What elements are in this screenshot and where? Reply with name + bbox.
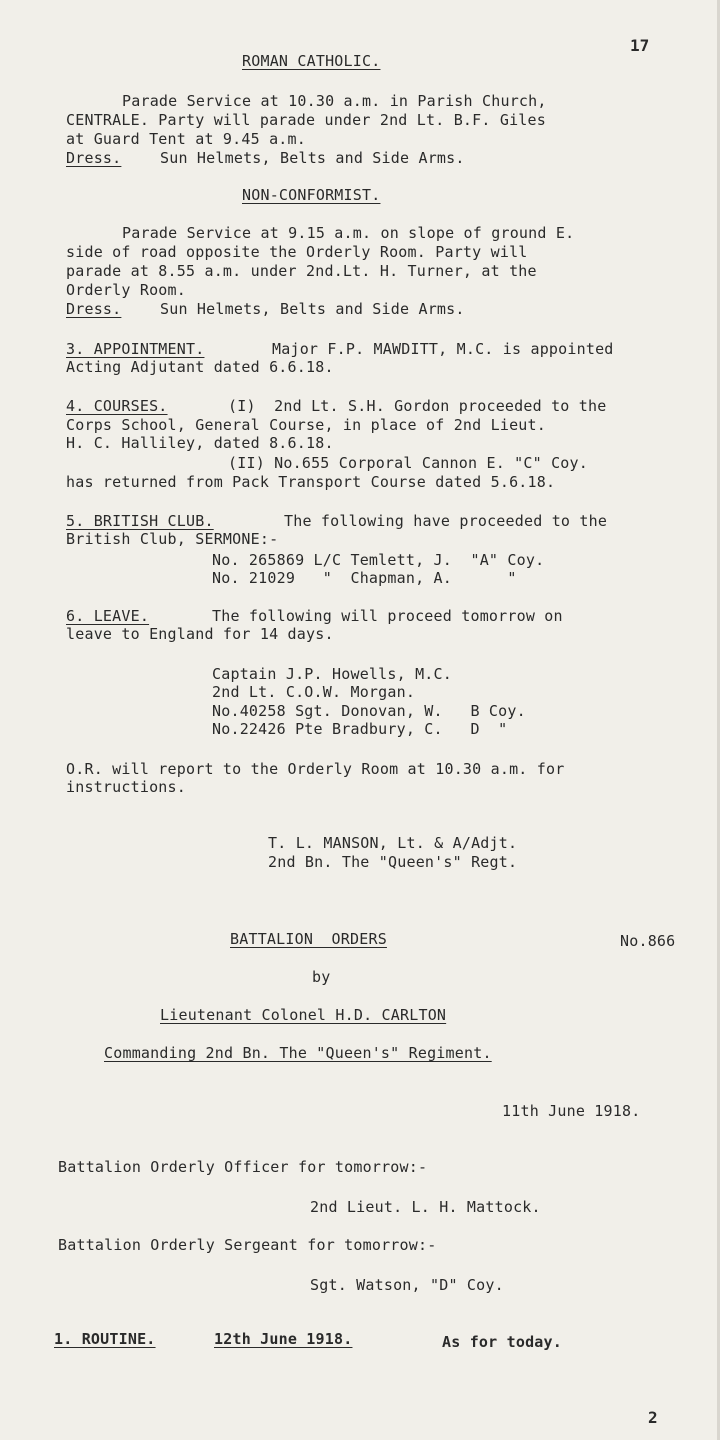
non-conformist-heading: NON-CONFORMIST.: [242, 186, 381, 204]
appointment-heading: 3. APPOINTMENT.: [66, 340, 205, 358]
courses-line-3: H. C. Halliley, dated 8.6.18.: [66, 434, 334, 452]
british-club-entry-2: No. 21029 " Chapman, A. ": [212, 569, 517, 587]
battalion-orders-title: BATTALION ORDERS: [230, 930, 387, 948]
rc-dress-text: Sun Helmets, Belts and Side Arms.: [160, 149, 465, 167]
orders-by: by: [312, 968, 331, 986]
routine-heading: 1. ROUTINE.: [54, 1330, 156, 1348]
orders-number: No.866: [620, 932, 676, 950]
appointment-line-2: Acting Adjutant dated 6.6.18.: [66, 358, 334, 376]
orders-commander: Lieutenant Colonel H.D. CARLTON: [160, 1006, 447, 1024]
rc-line-3: at Guard Tent at 9.45 a.m.: [66, 130, 306, 148]
nc-line-2: side of road opposite the Orderly Room. Party will: [66, 243, 528, 261]
nc-line-3: parade at 8.55 a.m. under 2nd.Lt. H. Turner, at the: [66, 262, 537, 280]
nc-line-1: Parade Service at 9.15 a.m. on slope of ground E.: [122, 224, 575, 242]
courses-line-4: (II) No.655 Corporal Cannon E. "C" Coy.: [228, 454, 588, 472]
page-number-bottom: 2: [648, 1408, 658, 1427]
orderly-officer-name: 2nd Lieut. L. H. Mattock.: [310, 1198, 541, 1216]
orderly-officer-label: Battalion Orderly Officer for tomorrow:-: [58, 1158, 428, 1176]
leave-heading: 6. LEAVE.: [66, 607, 150, 625]
leave-note-2: instructions.: [66, 778, 186, 796]
nc-line-4: Orderly Room.: [66, 281, 186, 299]
leave-line-2: leave to England for 14 days.: [66, 625, 334, 643]
courses-line-2: Corps School, General Course, in place of 2nd Lieut.: [66, 416, 546, 434]
leave-entry-4: No.22426 Pte Bradbury, C. D ": [212, 720, 508, 738]
leave-entry-1: Captain J.P. Howells, M.C.: [212, 665, 452, 683]
nc-dress-text: Sun Helmets, Belts and Side Arms.: [160, 300, 465, 318]
leave-note-1: O.R. will report to the Orderly Room at 10.30 a.m. for: [66, 760, 565, 778]
rc-line-2: CENTRALE. Party will parade under 2nd Lt. B.F. Giles: [66, 111, 546, 129]
british-club-line-2: British Club, SERMONE:-: [66, 530, 279, 548]
appointment-line-1: Major F.P. MAWDITT, M.C. is appointed: [272, 340, 614, 358]
routine-text: As for today.: [442, 1333, 562, 1351]
leave-line-1: The following will proceed tomorrow on: [212, 607, 563, 625]
rc-dress-label: Dress.: [66, 149, 122, 167]
british-club-entry-1: No. 265869 L/C Temlett, J. "A" Coy.: [212, 551, 545, 569]
courses-line-5: has returned from Pack Transport Course dated 5.6.18.: [66, 473, 556, 491]
courses-line-1: (I) 2nd Lt. S.H. Gordon proceeded to the: [228, 397, 607, 415]
courses-heading: 4. COURSES.: [66, 397, 168, 415]
leave-entry-2: 2nd Lt. C.O.W. Morgan.: [212, 683, 416, 701]
signature-line-2: 2nd Bn. The "Queen's" Regt.: [268, 853, 518, 871]
roman-catholic-heading: ROMAN CATHOLIC.: [242, 52, 381, 70]
leave-entry-3: No.40258 Sgt. Donovan, W. B Coy.: [212, 702, 526, 720]
orders-date: 11th June 1918.: [502, 1102, 641, 1120]
british-club-heading: 5. BRITISH CLUB.: [66, 512, 214, 530]
page-number-top: 17: [630, 36, 650, 55]
british-club-line-1: The following have proceeded to the: [284, 512, 608, 530]
orderly-sergeant-name: Sgt. Watson, "D" Coy.: [310, 1276, 504, 1294]
orders-command: Commanding 2nd Bn. The "Queen's" Regiment.: [104, 1044, 492, 1062]
signature-line-1: T. L. MANSON, Lt. & A/Adjt.: [268, 834, 518, 852]
nc-dress-label: Dress.: [66, 300, 122, 318]
routine-date: 12th June 1918.: [214, 1330, 353, 1348]
rc-line-1: Parade Service at 10.30 a.m. in Parish Church,: [122, 92, 547, 110]
orderly-sergeant-label: Battalion Orderly Sergeant for tomorrow:-: [58, 1236, 437, 1254]
